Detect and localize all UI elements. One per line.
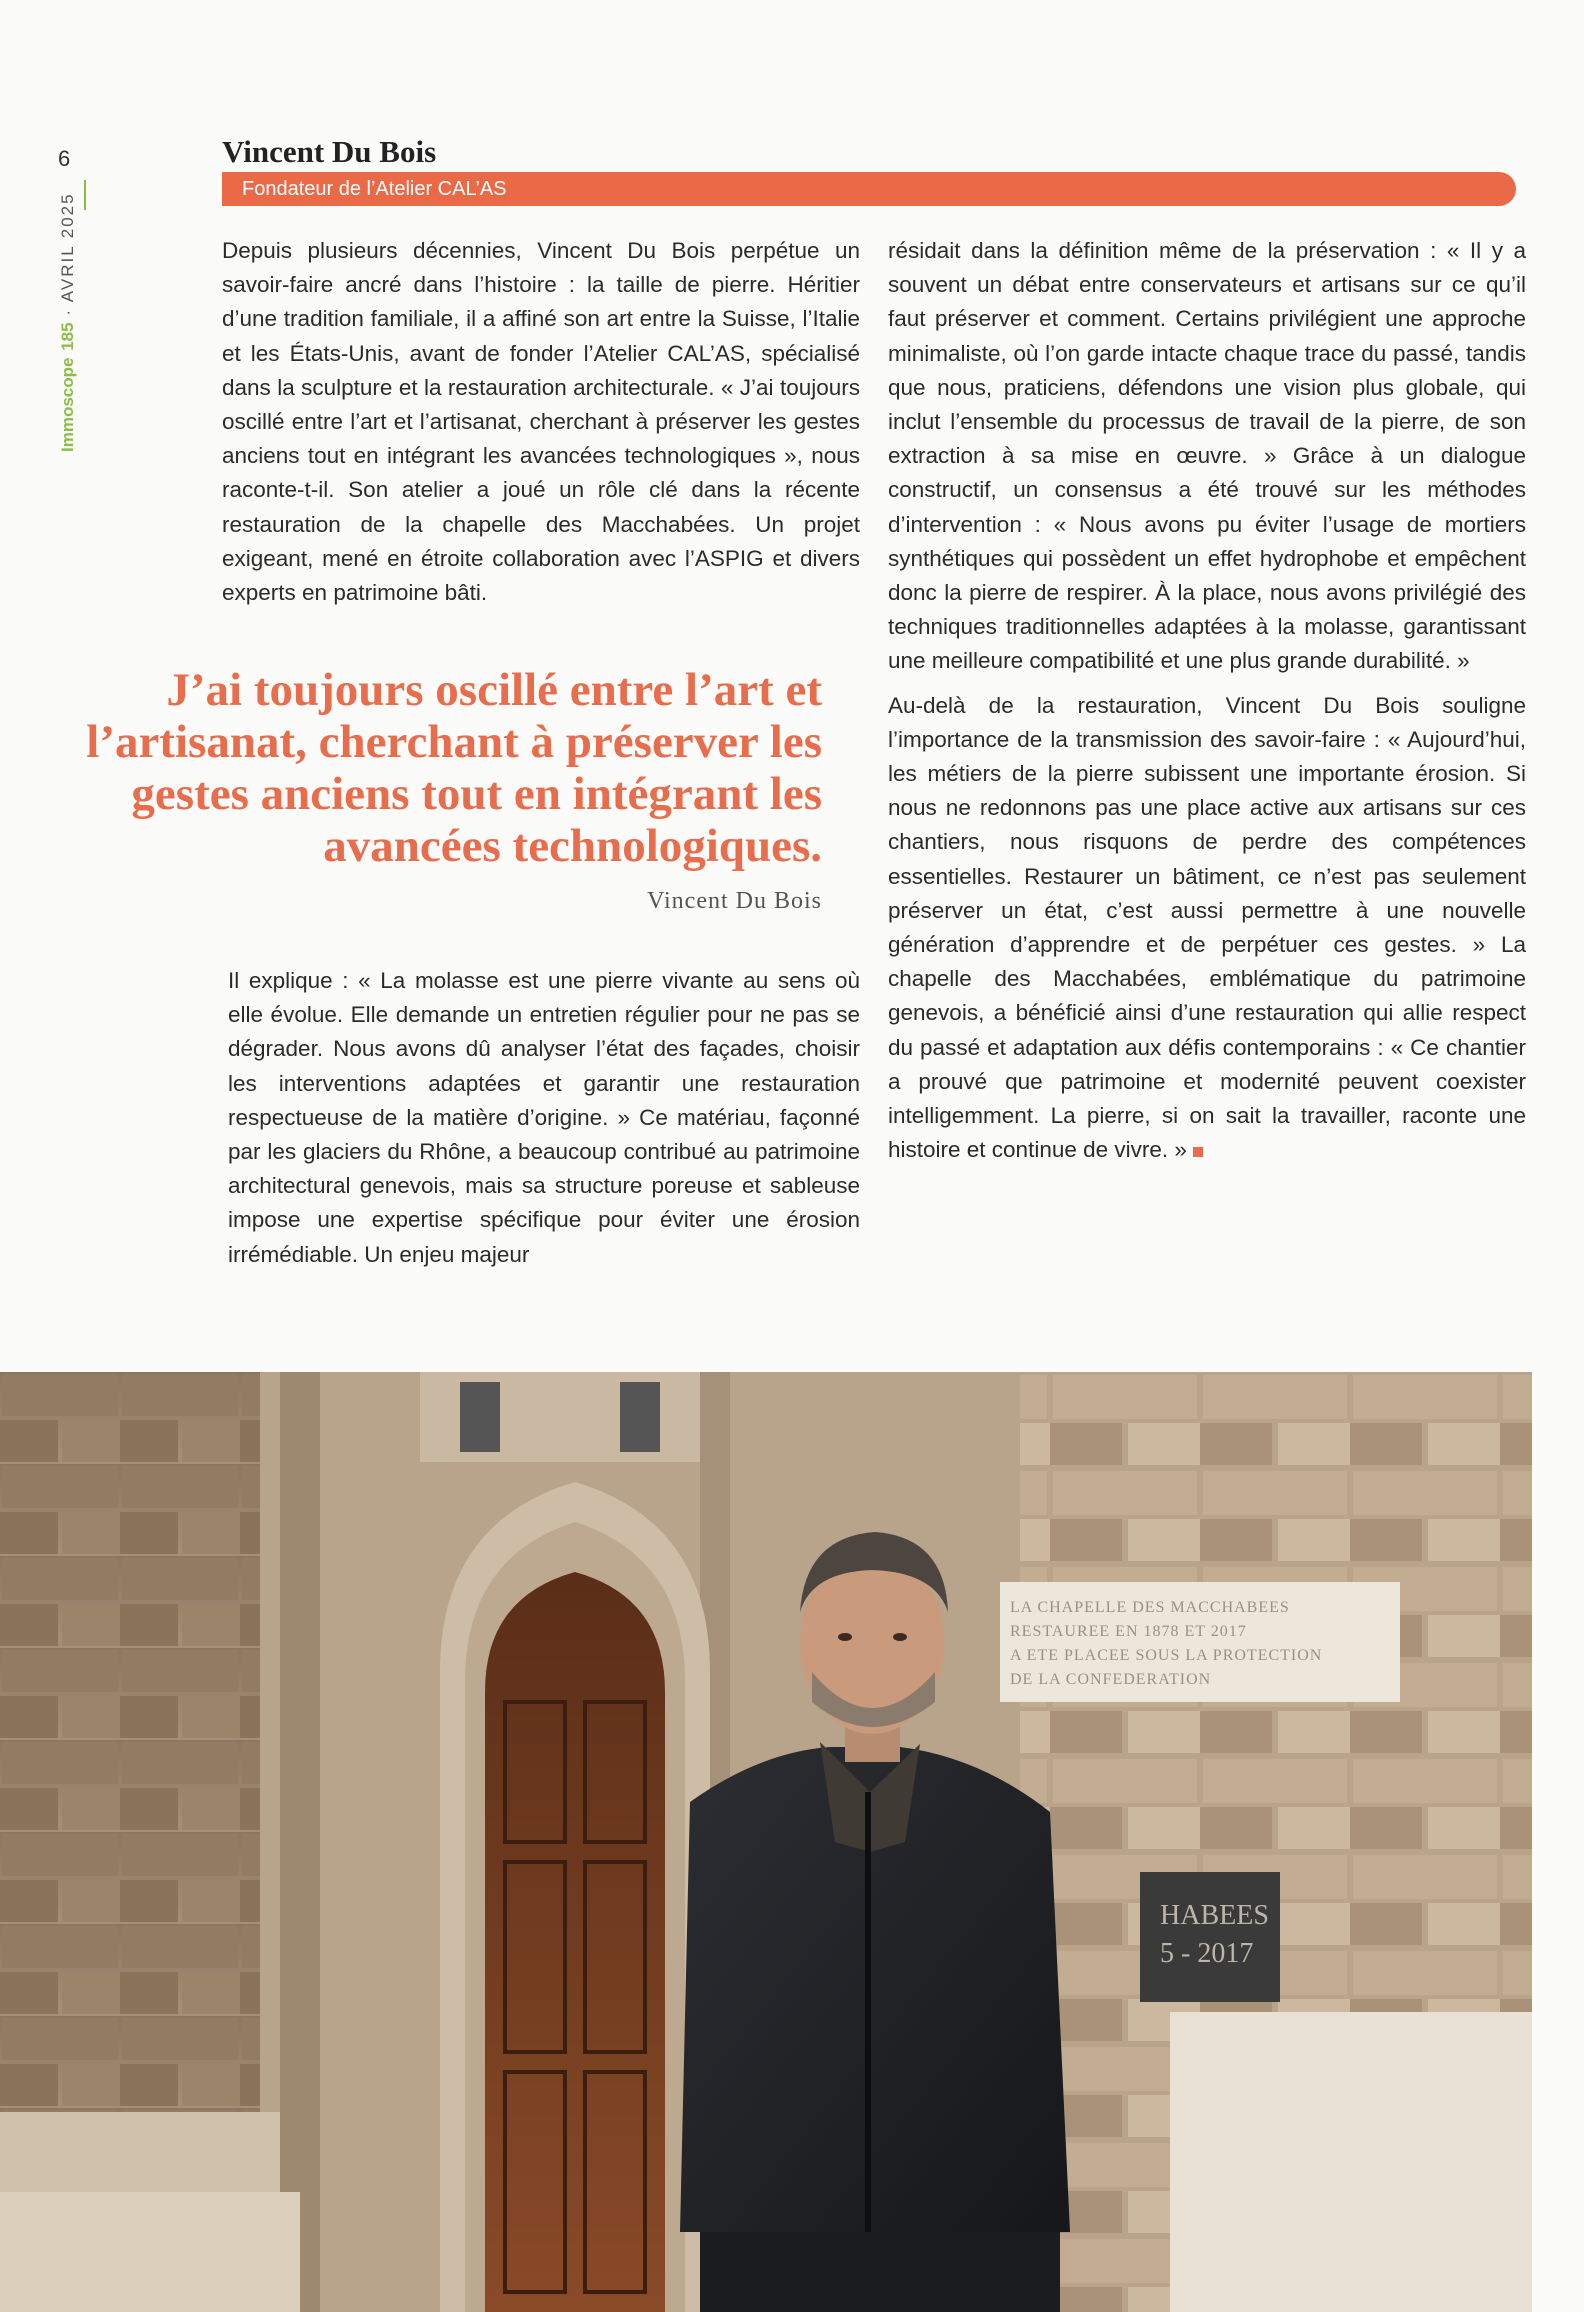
magazine-name: Immoscope — [58, 357, 77, 452]
article-photo — [0, 1372, 1532, 2312]
plaque-line-4: DE LA CONFEDERATION — [1010, 1671, 1212, 1688]
magazine-side-label — [58, 192, 80, 452]
paragraph: Depuis plusieurs décennies, Vincent Du Bois perpétue un savoir-faire ancré dans l’histoire : la taille de pierre. Héritier d’une tradition familiale, il a affiné son art entre la Suisse, l’Italie et les États-Unis, avant de fonder l’Atelier CAL’AS, spécialisé dans la sculpture et la restauration architecturale. « J’ai toujours oscillé entre l’art et l’artisanat, cherchant à préserver les gestes anciens tout en intégrant les avancées technologiques », nous raconte-t-il. Son atelier a joué un rôle clé dans la récente restauration de la chapelle des Macchabées. Un projet exigeant, mené en étroite collaboration avec l’ASPIG et divers experts en patrimoine bâti. — [222, 238, 860, 606]
right-column — [888, 234, 1526, 1167]
end-mark-icon — [1193, 1147, 1203, 1157]
plaque-line-2: RESTAUREE EN 1878 ET 2017 — [1010, 1623, 1247, 1640]
paragraph: résidait dans la définition même de la préservation : « Il y a souvent un débat entre conservateurs et artisans sur ce qu’il faut préserver et comment. Certains privilégient une approche minimaliste, où l’on garde intacte chaque trace du passé, tandis que nous, praticiens, défendons une vision plus globale, qui inclut l’ensemble du processus de travail de la pierre, de son extraction à sa mise en œuvre. » Grâce à un dialogue constructif, un consensus a été trouvé sur les méthodes d’intervention : « Nous avons pu éviter l’usage de mortiers synthétiques qui possèdent un effet hydrophobe et empêchent donc la pierre de respirer. À la place, nous avons privilégié des techniques traditionnelles adaptées à la molasse, garantissant une meilleure compatibilité et une plus grande durabilité. » — [888, 238, 1526, 674]
author-name: Vincent Du Bois — [222, 134, 437, 169]
paragraph — [888, 689, 1526, 1168]
plaque-line-1: LA CHAPELLE DES MACCHABEES — [1010, 1599, 1290, 1616]
separator: · — [58, 308, 77, 316]
chapel-photo — [0, 1372, 1532, 2312]
paragraph: Il explique : « La molasse est une pierre vivante au sens où elle évolue. Elle demande un entretien régulier pour ne pas se dégrader. Nous avons dû analyser l’état des façades, choisir les interventions adaptées et garantir une restauration respectueuse de la matière d’origine. » Ce matériau, façonné par les glaciers du Rhône, a beaucoup contribué au patrimoine architectural genevois, mais sa structure poreuse et sableuse impose une expertise spécifique pour éviter une érosion irrémédiable. Un enjeu majeur — [228, 968, 860, 1267]
pull-quote: J’ai toujours oscillé entre l’art et l’artisanat, cherchant à préserver les gestes anciens tout en intégrant les avancées technologiques. — [86, 664, 822, 872]
pull-quote-author: Vincent Du Bois — [647, 888, 822, 914]
issue-number: 185 — [58, 322, 77, 351]
page-number: 6 — [58, 146, 71, 171]
author-role: Fondateur de l’Atelier CAL’AS — [242, 178, 507, 200]
paragraph-text: Au-delà de la restauration, Vincent Du Bois souligne l’importance de la transmission des savoir-faire : « Aujourd’hui, les métiers de la pierre subissent une importante érosion. Si nous ne redonnons pas une place active aux artisans sur ces chantiers, nous risquons de perdre des compétences essentielles. Restaurer un bâtiment, ce n’est pas seulement préserver un état, c’est aussi permettre à une nouvelle génération d’apprendre et de perpétuer ces gestes. » La chapelle des Macchabées, emblématique du patrimoine genevois, a bénéficié ainsi d’une restauration qui allie respect du passé et adaptation aux défis contemporains : « Ce chantier a prouvé que patrimoine et modernité peuvent coexister intelligemment. La pierre, si on sait la travailler, raconte une histoire et continue de vivre. » — [888, 692, 1526, 1163]
dark-plaque-line-2: 5 - 2017 — [1160, 1938, 1254, 1969]
author-role-bar — [222, 172, 1516, 206]
left-column-bottom — [228, 964, 860, 1272]
side-divider — [84, 180, 86, 210]
dark-plaque-line-1: HABEES — [1160, 1900, 1269, 1931]
issue-date: AVRIL 2025 — [58, 192, 77, 303]
plaque-line-3: A ETE PLACEE SOUS LA PROTECTION — [1010, 1647, 1323, 1664]
left-column-top — [222, 234, 860, 610]
